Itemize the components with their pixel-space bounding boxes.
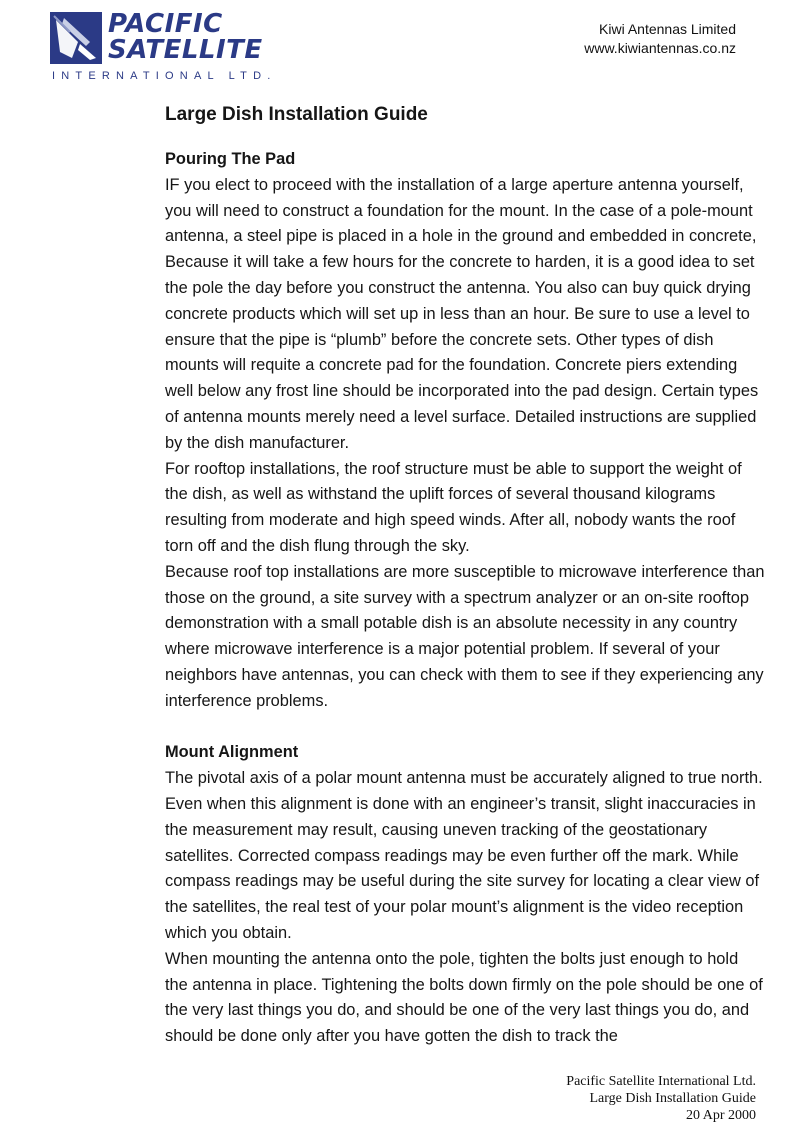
company-name: Kiwi Antennas Limited xyxy=(599,21,736,37)
section-heading: Mount Alignment xyxy=(165,743,299,762)
logo-line-2: SATELLITE xyxy=(108,35,263,65)
document-title: Large Dish Installation Guide xyxy=(165,104,428,125)
company-url: www.kiwiantennas.co.nz xyxy=(584,40,736,56)
company-info xyxy=(584,20,736,58)
page-footer xyxy=(566,1073,756,1124)
section-spacer xyxy=(165,715,765,741)
document-body xyxy=(165,100,765,1050)
company-logo xyxy=(50,9,290,86)
footer-date: 20 Apr 2000 xyxy=(686,1108,756,1123)
logo-wordmark xyxy=(108,9,263,65)
paragraph: IF you elect to proceed with the installation of a large aperture antenna yourself, you will need to construct a foundation for the mount. In the case of a pole-mount antenna, a steel pipe is placed in a hole in the ground and embedded in concrete, Because it will take a few hours for the concrete to harden, it is a good idea to set the pole the day before you construct the antenna. You also can buy quick drying concrete products which will set up in less than an hour. Be sure to use a level to ensure that the pipe is “plumb” before the concrete sets. Other types of dish mounts will requite a concrete pad for the foundation. Concrete piers extending well below any frost line should be incorporated into the pad design. Certain types of antenna mounts merely need a level surface. Detailed instructions are supplied by the dish manufacturer. xyxy=(165,175,759,452)
logo-tagline: INTERNATIONAL LTD. xyxy=(52,70,277,82)
section-mount-alignment xyxy=(165,740,765,1050)
footer-company: Pacific Satellite International Ltd. xyxy=(566,1074,756,1089)
paragraph: Because roof top installations are more susceptible to microwave interference than those on the ground, a site survey with a spectrum analyzer or an on-site rooftop demonstration with a small potable dish is an absolute necessity in any country where microwave interference is a major potential problem. If several of your neighbors have antennas, you can check with them to see if they experiencing any interference problems. xyxy=(165,562,765,710)
logo-line-1: PACIFIC xyxy=(108,9,223,39)
section-heading: Pouring The Pad xyxy=(165,150,296,168)
satellite-dish-icon xyxy=(50,12,102,64)
paragraph: For rooftop installations, the roof structure must be able to support the weight of the dish, as well as withstand the uplift forces of several thousand kilograms resulting from moderate and high speed winds. After all, nobody wants the roof torn off and the dish flung through the sky. xyxy=(165,459,742,555)
paragraph: The pivotal axis of a polar mount antenna must be accurately aligned to true north. Even when this alignment is done with an engineer’s transit, slight inaccuracies in the measurement may result, causing uneven tracking of the geostationary satellites. Corrected compass readings may be even further off the mark. While compass readings may be useful during the site survey for locating a clear view of the satellites, the real test of your polar mount’s alignment is the video reception which you obtain. xyxy=(165,769,763,942)
section-pouring-the-pad xyxy=(165,147,765,715)
paragraph: When mounting the antenna onto the pole, tighten the bolts just enough to hold the antenna in place. Tightening the bolts down firmly on the pole should be one of the very last things you do, and should be one of the very last things you do, and should be done only after you have gotten the dish to track the xyxy=(165,949,763,1046)
footer-doc-title: Large Dish Installation Guide xyxy=(589,1091,756,1106)
